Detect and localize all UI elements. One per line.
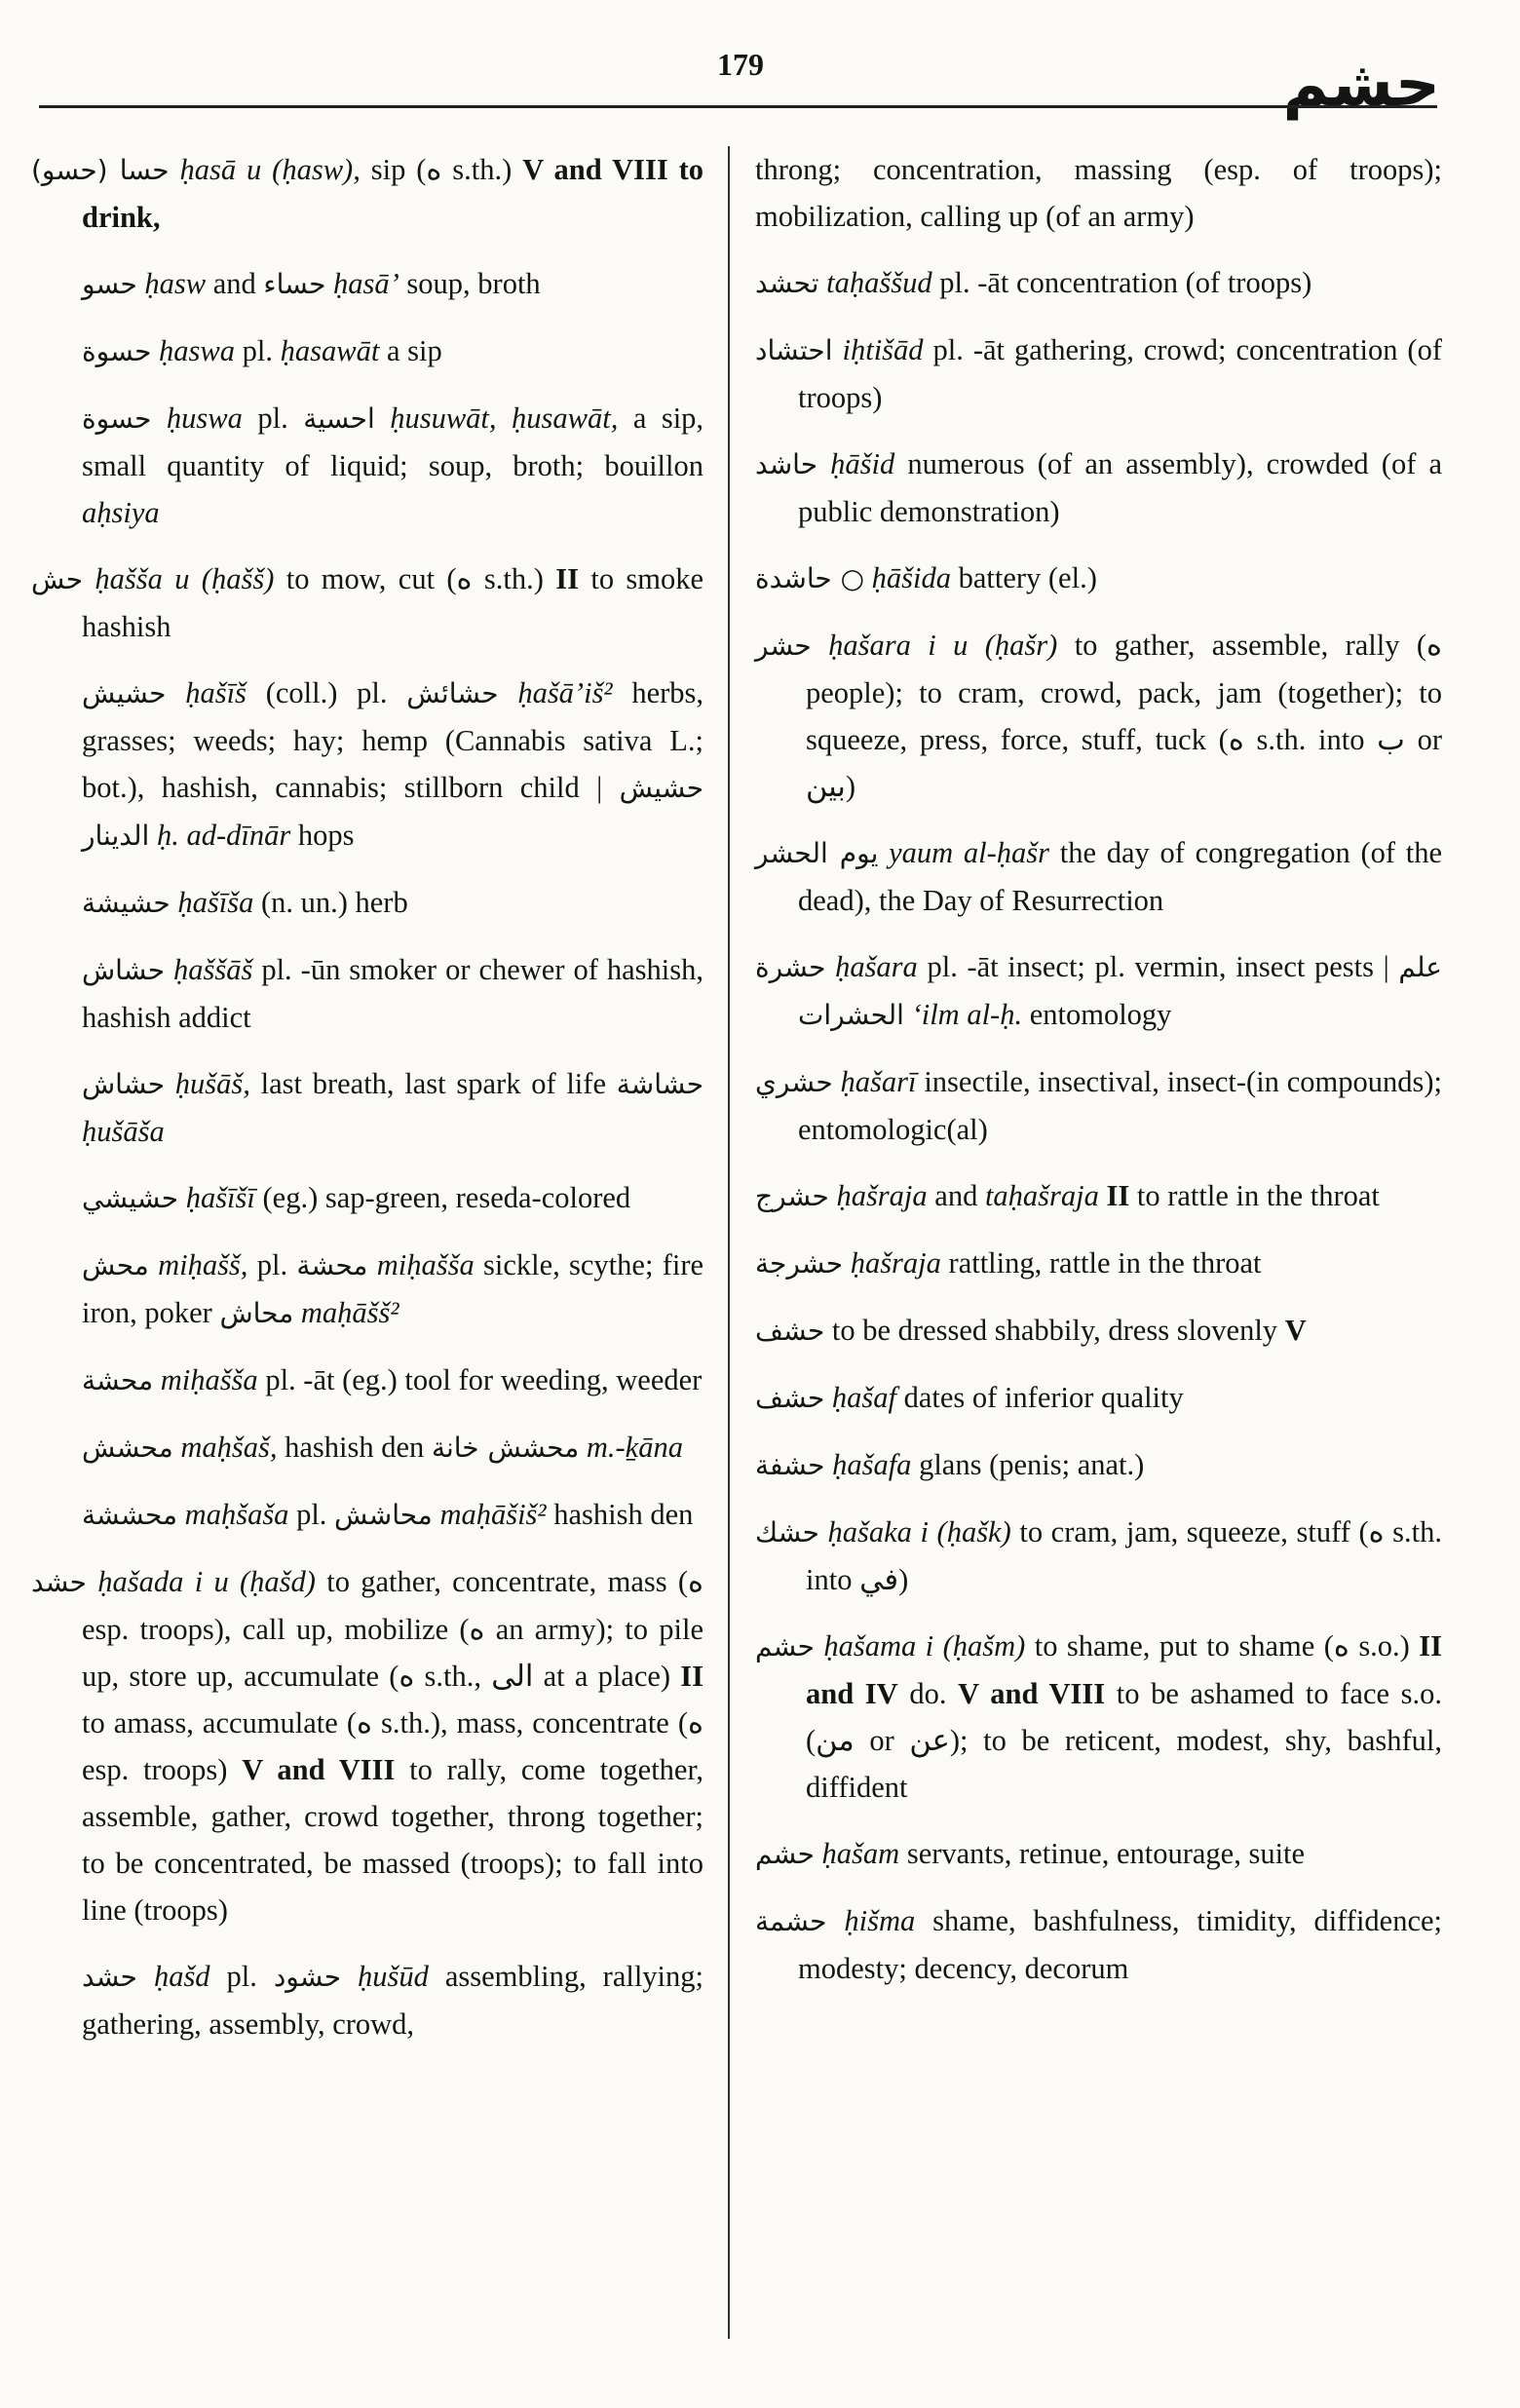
definition-text: pl. -ūn smoker or chewer of hashish, hashish addict: [82, 953, 703, 1034]
transliteration: ḥašaf: [831, 1381, 896, 1414]
dictionary-entry: [31, 1174, 703, 1222]
arabic-headword: حشف: [755, 1315, 825, 1347]
transliteration: maḥāšš²: [300, 1296, 399, 1329]
dictionary-entry: [31, 395, 703, 536]
definition-text: pl. -āt concentration (of troops): [939, 266, 1312, 299]
right-column: [755, 146, 1442, 2011]
transliteration: ḥasā u (ḥasw),: [179, 153, 361, 186]
definition-text: servants, retinue, entourage, suite: [906, 1837, 1306, 1870]
arabic-headword: محشة: [82, 1364, 154, 1396]
arabic-headword: يوم الحشر: [755, 837, 879, 869]
arabic-headword: حشد: [82, 1961, 137, 1993]
transliteration: ḥašara: [835, 950, 918, 983]
root-entry: [31, 555, 703, 650]
definition-text: sickle, scythe; fire iron, poker: [82, 1248, 704, 1329]
definition-text: to smoke hashish: [82, 562, 704, 643]
arabic-headword: محش: [82, 1249, 149, 1281]
transliteration: ḥašarī: [840, 1065, 917, 1098]
definition-text: rattling, rattle in the throat: [948, 1246, 1262, 1280]
definition-text: soup, broth: [406, 267, 541, 300]
arabic-headword: حشف: [755, 1382, 825, 1414]
header-word: حشم: [1282, 49, 1440, 121]
arabic-headword: حشك: [755, 1516, 819, 1548]
definition-text: to gather, concentrate, mass (ه esp. troops), call up, mobilize (ه an army); to pile up, store up, accumulate (ه s.th., الى at a place): [82, 1565, 704, 1693]
definition-text: glans (penis; anat.): [919, 1448, 1145, 1481]
dictionary-entry: [755, 1897, 1442, 1992]
root-entry: [31, 1558, 703, 1933]
definition-text: dates of inferior quality: [903, 1381, 1184, 1414]
arabic-headword: حشائش: [406, 677, 499, 709]
dictionary-entry: [755, 440, 1442, 535]
definition-text: shame, bashfulness, timidity, diffidence; modesty; decency, decorum: [798, 1904, 1443, 1985]
arabic-headword: حشم: [755, 1630, 815, 1663]
dictionary-entry: [755, 1374, 1442, 1422]
definition-text: sip (ه s.th.): [370, 153, 513, 186]
transliteration: ḥ. ad-dīnār: [156, 819, 291, 852]
arabic-headword: محاشش: [334, 1499, 433, 1531]
dictionary-entry: [755, 1058, 1442, 1153]
transliteration: ḥašraja: [836, 1179, 928, 1212]
verb-form-marker: II: [555, 562, 579, 595]
transliteration: ḥašaka i (ḥašk): [827, 1515, 1011, 1548]
transliteration: m.-ḵāna: [586, 1431, 683, 1464]
definition-text: pl. -āt insect; pl. vermin, insect pests |: [927, 950, 1389, 983]
arabic-headword: حسوة: [82, 402, 152, 435]
arabic-headword: حشد: [31, 1566, 87, 1598]
dictionary-entry: [755, 259, 1442, 307]
verb-form-marker: II: [1106, 1179, 1130, 1212]
arabic-headword: حشيشة: [82, 887, 171, 919]
verb-form-marker: II: [680, 1660, 704, 1693]
arabic-headword: تحشد: [755, 267, 819, 299]
dictionary-entry: [31, 1242, 703, 1337]
transliteration: yaum al-ḥašr: [889, 836, 1050, 869]
transliteration: ḥasā’: [333, 267, 399, 300]
arabic-headword: حسا (حسو): [31, 154, 170, 186]
dictionary-entry: [31, 946, 703, 1041]
verb-form-marker: V: [1284, 1314, 1307, 1347]
transliteration: miḥašša: [376, 1248, 475, 1281]
arabic-headword: علم الحشرات: [798, 951, 1443, 1031]
verb-form-marker: II and IV: [806, 1629, 1443, 1710]
dictionary-entry: [31, 879, 703, 927]
arabic-headword: حشيش: [82, 677, 167, 709]
dictionary-entry: [755, 1441, 1442, 1489]
definition-text: insectile, insectival, insect-(in compounds); entomologic(al): [798, 1065, 1443, 1146]
arabic-headword: محشة: [296, 1249, 368, 1281]
definition-text: pl.: [256, 1248, 288, 1281]
transliteration: ‘ilm al-ḥ.: [911, 998, 1023, 1031]
definition-text: to amass, accumulate (ه s.th.), mass, concentrate (ه esp. troops): [82, 1706, 703, 1786]
transliteration: miḥašš,: [158, 1248, 248, 1281]
arabic-headword: محششة: [82, 1499, 178, 1531]
arabic-headword: حشم: [755, 1838, 815, 1870]
transliteration: ḥuswa: [166, 401, 243, 435]
dictionary-entry: [755, 146, 1442, 240]
arabic-headword: حشرجة: [755, 1247, 844, 1280]
definition-text: last breath, last spark of life: [260, 1067, 606, 1100]
definition-text: pl.: [226, 1960, 257, 1993]
definition-text: and: [212, 267, 256, 300]
dictionary-entry: [755, 829, 1442, 924]
root-entry: [755, 1307, 1442, 1355]
definition-text: to cram, jam, squeeze, stuff (ه s.th. into في): [806, 1515, 1443, 1596]
definition-text: do.: [909, 1677, 947, 1710]
definition-text: to shame, put to shame (ه s.o.): [1034, 1629, 1410, 1663]
arabic-headword: حشيش الدينار: [82, 772, 704, 852]
definition-text: pl.: [242, 334, 273, 367]
definition-text: pl.: [257, 401, 288, 435]
definition-text: herbs, grasses; weeds; hay; hemp (Cannabis sativa L.; bot.), hashish, cannabis; stillborn child |: [82, 676, 704, 804]
arabic-headword: حسو: [82, 268, 137, 300]
transliteration: iḥtišād: [842, 333, 924, 366]
transliteration: aḥsiya: [82, 496, 160, 529]
definition-text: (coll.) pl.: [265, 676, 388, 709]
arabic-headword: حشاش: [82, 954, 165, 986]
arabic-headword: حش: [31, 563, 84, 595]
transliteration: ḥaššāš: [172, 953, 253, 986]
dictionary-entry: [31, 260, 703, 308]
arabic-headword: حشرة: [755, 951, 826, 983]
transliteration: ḥasawāt: [280, 334, 380, 367]
root-entry: [31, 146, 703, 241]
arabic-headword: حشر: [755, 630, 812, 662]
dictionary-entry: [755, 1240, 1442, 1287]
root-entry: [755, 1509, 1442, 1603]
arabic-headword: حشرج: [755, 1180, 829, 1212]
definition-text: hops: [297, 819, 355, 852]
column-divider: [728, 146, 730, 2339]
dictionary-entry: [31, 327, 703, 375]
definition-text: to be dressed shabbily, dress slovenly: [831, 1314, 1278, 1347]
definition-text: to be ashamed to face s.o. (من or عن); to be reticent, modest, shy, bashful, diffident: [806, 1677, 1443, 1804]
transliteration: ḥašīša: [177, 886, 254, 919]
arabic-headword: حساء: [263, 268, 326, 300]
transliteration: ḥašara i u (ḥašr): [828, 629, 1058, 662]
definition-text: to mow, cut (ه s.th.): [285, 562, 544, 595]
dictionary-entry: [31, 1424, 703, 1472]
arabic-headword: ○ حاشدة: [755, 562, 864, 594]
transliteration: taḥašraja: [984, 1179, 1099, 1212]
definition-text: entomology: [1029, 998, 1172, 1031]
transliteration: ḥāšid: [830, 447, 895, 480]
definition-text: and: [934, 1179, 978, 1212]
dictionary-entry: [31, 1357, 703, 1404]
dictionary-entry: [31, 1491, 703, 1539]
definition-text: pl. -āt (eg.) tool for weeding, weeder: [265, 1363, 703, 1396]
arabic-headword: حشيشي: [82, 1182, 179, 1214]
definition-text: numerous (of an assembly), crowded (of a public demonstration): [798, 447, 1442, 528]
arabic-headword: محشش: [82, 1432, 173, 1464]
dictionary-entry: [755, 943, 1442, 1039]
root-entry: [755, 1623, 1442, 1811]
definition-text: the day of congregation (of the dead), the Day of Resurrection: [798, 836, 1443, 917]
definition-text: pl. -āt gathering, crowd; concentration (of troops): [798, 333, 1442, 414]
transliteration: maḥšaša: [184, 1498, 289, 1531]
definition-text: throng; concentration, massing (esp. of troops); mobilization, calling up (of an army): [755, 153, 1442, 233]
transliteration: ḥašam: [821, 1837, 900, 1870]
transliteration: maḥāšiš²: [439, 1498, 547, 1531]
transliteration: ḥušāš,: [174, 1067, 250, 1100]
arabic-headword: حشاش: [82, 1068, 165, 1100]
definition-text: to rally, come together, assemble, gather, crowd together, throng together; to be concentrated, be massed (troops); to fall into line (troops): [82, 1753, 704, 1927]
definition-text: hashish den: [553, 1498, 694, 1531]
root-entry: [755, 1172, 1442, 1220]
arabic-headword: حشود: [273, 1961, 342, 1993]
dictionary-entry: [31, 1953, 703, 2047]
transliteration: ḥaswa: [159, 334, 236, 367]
arabic-headword: حشمة: [755, 1905, 827, 1937]
definition-text: battery (el.): [958, 561, 1097, 594]
transliteration: ḥašīš: [185, 676, 247, 709]
arabic-headword: محاش: [219, 1297, 294, 1329]
transliteration: ḥašīšī: [185, 1181, 255, 1214]
header-rule: [39, 105, 1437, 108]
definition-text: a sip, small quantity of liquid; soup, broth; bouillon: [82, 401, 704, 482]
transliteration: ḥāšida: [871, 561, 951, 594]
arabic-headword: حشاشة: [616, 1068, 704, 1100]
arabic-headword: احسية: [303, 402, 375, 435]
transliteration: ḥušūd: [358, 1960, 429, 1993]
arabic-headword: حشفة: [755, 1449, 825, 1481]
transliteration: miḥašša: [160, 1363, 258, 1396]
verb-form-marker: V and VIII to drink,: [82, 153, 704, 234]
transliteration: taḥaššud: [826, 266, 932, 299]
transliteration: maḥšaš,: [180, 1431, 278, 1464]
verb-form-marker: V and VIII: [242, 1753, 396, 1786]
definition-text: assembling, rallying; gathering, assembly, crowd,: [82, 1960, 703, 2041]
definition-text: a sip: [386, 334, 442, 367]
arabic-headword: محشش خانة: [431, 1432, 580, 1464]
dictionary-entry: [31, 1060, 703, 1155]
dictionary-entry: [755, 1830, 1442, 1878]
transliteration: ḥušāša: [82, 1115, 165, 1148]
transliteration: ḥašafa: [832, 1448, 912, 1481]
definition-text: (n. un.) herb: [260, 886, 408, 919]
dictionary-entry: [755, 326, 1442, 421]
definition-text: pl.: [296, 1498, 327, 1531]
transliteration: ḥašā’iš²: [517, 676, 613, 709]
dictionary-entry: [31, 669, 703, 860]
arabic-headword: حسوة: [82, 335, 152, 367]
definition-text: hashish den: [285, 1431, 425, 1464]
arabic-headword: حشري: [755, 1066, 833, 1098]
transliteration: ḥusuwāt, ḥusawāt,: [390, 401, 619, 435]
definition-text: to gather, assemble, rally (ه people); to cram, crowd, pack, jam (together); to squeeze, press, force, stuff, tuck (ه s.th. into ب or بين): [806, 629, 1443, 803]
dictionary-entry: [755, 554, 1442, 602]
transliteration: ḥašama i (ḥašm): [823, 1629, 1026, 1663]
transliteration: ḥašd: [153, 1960, 210, 1993]
root-entry: [755, 622, 1442, 810]
transliteration: ḥašraja: [850, 1246, 941, 1280]
arabic-headword: احتشاد: [755, 334, 833, 366]
definition-text: to rattle in the throat: [1136, 1179, 1380, 1212]
left-column: [31, 146, 703, 2067]
definition-text: (eg.) sap-green, reseda-colored: [262, 1181, 631, 1214]
transliteration: ḥašada i u (ḥašd): [97, 1565, 316, 1598]
page-number: 179: [717, 47, 764, 82]
verb-form-marker: V and VIII: [958, 1677, 1106, 1710]
arabic-headword: حاشد: [755, 448, 817, 480]
transliteration: ḥašša u (ḥašš): [95, 562, 275, 595]
transliteration: ḥasw: [144, 267, 207, 300]
transliteration: ḥišma: [844, 1904, 916, 1937]
